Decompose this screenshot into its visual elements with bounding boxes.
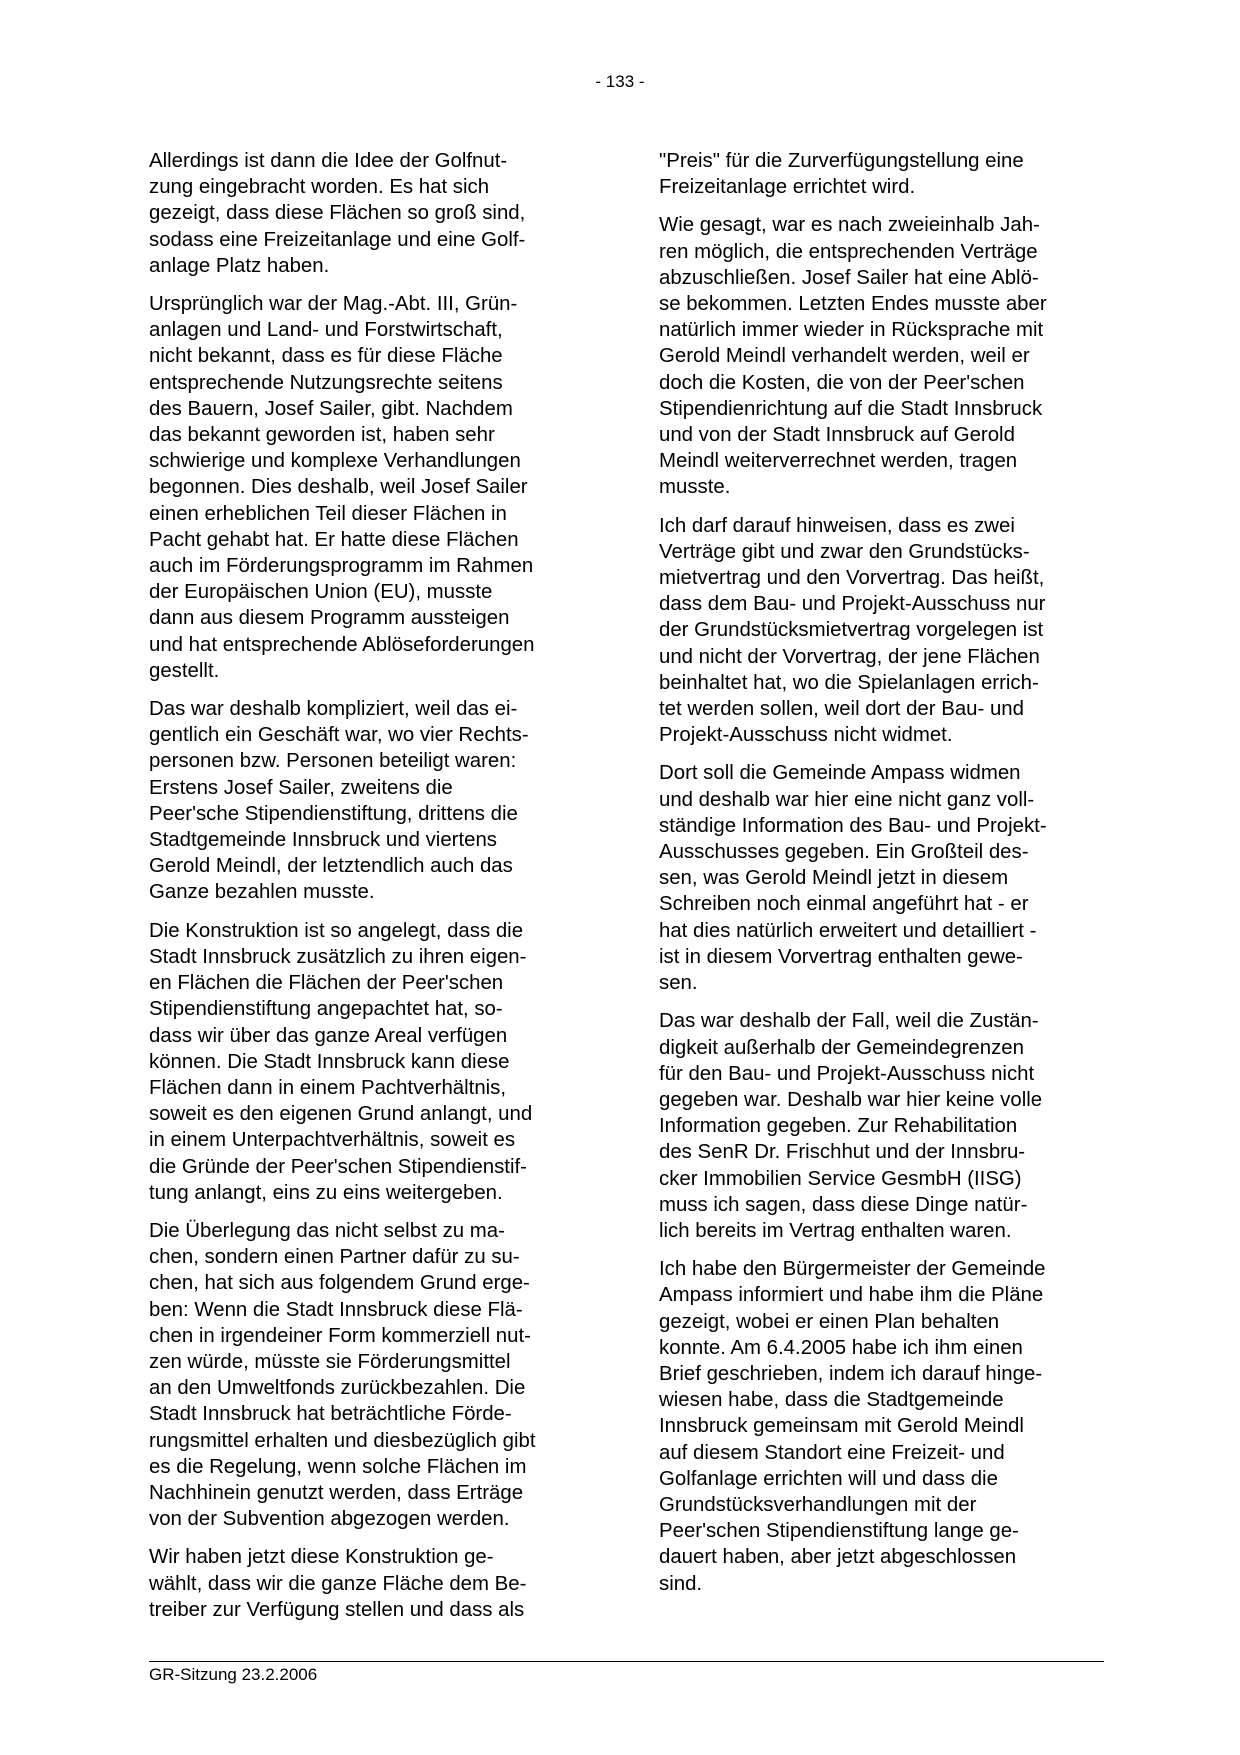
right-column (659, 148, 1111, 1609)
footer-text: GR-Sitzung 23.2.2006 (149, 1665, 318, 1684)
paragraph: "Preis" für die Zurverfügungstellung eine Freizeitanlage errichtet wird. (659, 150, 1024, 199)
paragraph: Ich darf darauf hinweisen, dass es zwei Verträge gibt und zwar den Grundstücks- mietvertrag und den Vorvertrag. Das heißt, dass dem Bau- und Projekt-Ausschuss nur der Grundstücksmietvertrag vorgelegen ist und nicht der Vorvertrag, der jene Flächen beinhaltet hat, wo die Spielanlagen errich- tet werden sollen, weil dort der Bau- und Projekt-Ausschuss nicht widmet. (659, 514, 1046, 747)
paragraph: Wie gesagt, war es nach zweieinhalb Jah- ren möglich, die entsprechenden Verträge abzuschließen. Josef Sailer hat eine Ablö- se bekommen. Letzten Endes musste aber natürlich immer wieder in Rücksprache mit Gerold Meindl verhandelt werden, weil er doch die Kosten, die von der Peer'schen Stipendienrichtung auf die Stadt Innsbruck und von der Stadt Innsbruck auf Gerold Meindl weiterverrechnet werden, tragen musste. (659, 214, 1047, 499)
paragraph: Wir haben jetzt diese Konstruktion ge- wählt, dass wir die ganze Fläche dem Be- treiber zur Verfügung stellen und dass als (149, 1546, 527, 1621)
paragraph: Ich habe den Bürgermeister der Gemeinde Ampass informiert und habe ihm die Pläne gezeigt, wobei er einen Plan behalten konnte. Am 6.4.2005 habe ich ihm einen Brief geschrieben, indem ich darauf hinge- wiesen habe, dass die Stadtgemeinde Innsbruck gemeinsam mit Gerold Meindl auf diesem Standort eine Freizeit- und Golfanlage errichten will und dass die Grundstücksverhandlungen mit der Peer'schen Stipendienstiftung lange ge- dauert haben, aber jetzt abgeschlossen sind. (659, 1258, 1046, 1595)
footer-divider (149, 1661, 1104, 1662)
paragraph: Allerdings ist dann die Idee der Golfnut- zung eingebracht worden. Es hat sich gezeigt, dass diese Flächen so groß sind, sodass eine Freizeitanlage und eine Golf- anlage Platz haben. (149, 150, 526, 277)
left-column (149, 148, 601, 1635)
paragraph: Ursprünglich war der Mag.-Abt. III, Grün- anlagen und Land- und Forstwirtschaft, nicht bekannt, dass es für diese Fläche entsprechende Nutzungsrechte seitens des Bauern, Josef Sailer, gibt. Nachdem das bekannt geworden ist, haben sehr schwierige und komplexe Verhandlungen begonnen. Dies deshalb, weil Josef Sailer einen erheblichen Teil dieser Flächen in Pacht gehabt hat. Er hatte diese Flächen auch im Förderungsprogramm im Rahmen der Europäischen Union (EU), musste dann aus diesem Programm aussteigen und hat entsprechende Ablöseforderungen gestellt. (149, 293, 535, 682)
paragraph: Dort soll die Gemeinde Ampass widmen und deshalb war hier eine nicht ganz voll- ständige Information des Bau- und Projekt- Ausschusses gegeben. Ein Großteil des- sen, was Gerold Meindl jetzt in diesem Schreiben noch einmal angeführt hat - er hat dies natürlich erweitert und detailliert - ist in diesem Vorvertrag enthalten gewe- sen. (659, 762, 1047, 995)
paragraph: Die Konstruktion ist so angelegt, dass die Stadt Innsbruck zusätzlich zu ihren eigen- en Flächen die Flächen der Peer'schen Stipendienstiftung angepachtet hat, so- dass wir über das ganze Areal verfügen können. Die Stadt Innsbruck kann diese Flächen dann in einem Pachtverhältnis, soweit es den eigenen Grund anlangt, und in einem Unterpachtverhältnis, soweit es die Gründe der Peer'schen Stipendienstif- tung anlangt, eins zu eins weitergeben. (149, 919, 533, 1204)
paragraph: Das war deshalb der Fall, weil die Zustän- digkeit außerhalb der Gemeindegrenzen für den Bau- und Projekt-Ausschuss nicht gegeben war. Deshalb war hier keine volle Information gegeben. Zur Rehabilitation des SenR Dr. Frischhut und der Innsbru- cker Immobilien Service GesmbH (IISG) muss ich sagen, dass diese Dinge natür- lich bereits im Vertrag enthalten waren. (659, 1010, 1043, 1242)
paragraph: Die Überlegung das nicht selbst zu ma- chen, sondern einen Partner dafür zu su- chen, hat sich aus folgendem Grund erge- ben: Wenn die Stadt Innsbruck diese Flä- chen in irgendeiner Form kommerziell nut- zen würde, müsste sie Förderungsmittel an den Umweltfonds zurückbezahlen. Die Stadt Innsbruck hat beträchtliche Förde- rungsmittel erhalten und diesbezüglich gibt es die Regelung, wenn solche Flächen im Nachhinein genutzt werden, dass Erträge von der Subvention abgezogen werden. (149, 1219, 536, 1531)
page-number: - 133 - (595, 72, 645, 91)
paragraph: Das war deshalb kompliziert, weil das ei- gentlich ein Geschäft war, wo vier Rechts- personen bzw. Personen beteiligt waren: Erstens Josef Sailer, zweitens die Peer'sche Stipendienstiftung, drittens die Stadtgemeinde Innsbruck und viertens Gerold Meindl, der letztendlich auch das Ganze bezahlen musste. (149, 698, 529, 904)
